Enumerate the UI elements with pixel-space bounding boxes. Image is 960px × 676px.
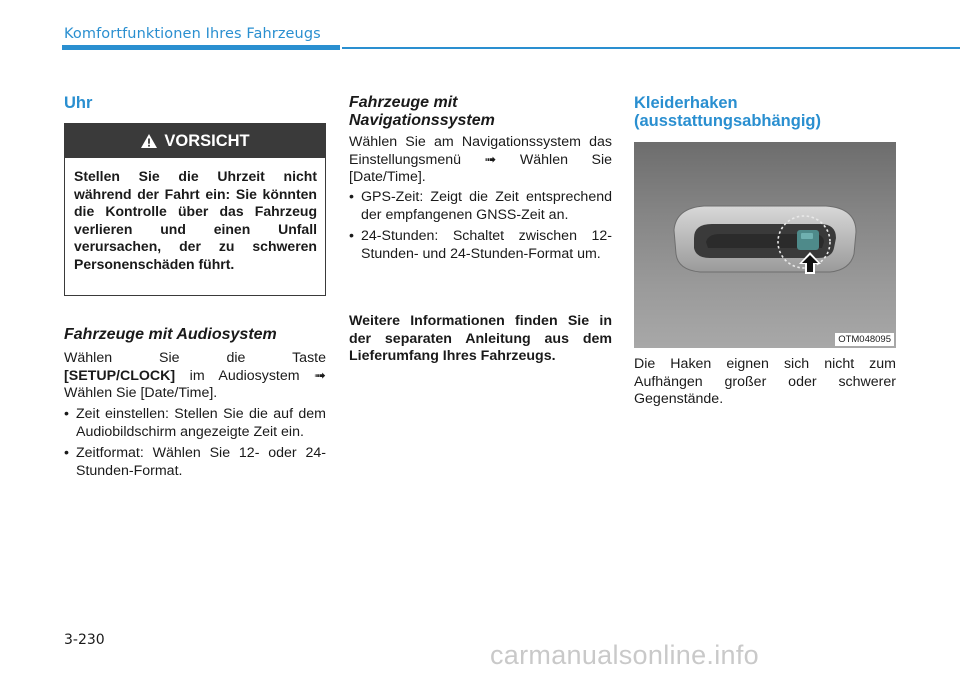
setup-clock-key: [SETUP/CLOCK] — [64, 367, 176, 384]
heading-kleiderhaken-line2: (ausstattungsabhängig) — [634, 112, 822, 130]
warning-triangle-icon — [140, 133, 158, 149]
image-code: OTM048095 — [835, 333, 894, 346]
page-number: 3-230 — [64, 632, 105, 648]
navigation-intro: Wählen Sie am Navigationssystem das Einstellungsmenü ➟ Wählen Sie [Date/Time]. — [349, 134, 612, 185]
heading-kleiderhaken-line1: Kleiderhaken — [634, 94, 738, 112]
audio-intro-line3: Wählen Sie [Date/Time]. — [64, 385, 218, 401]
subheading-navigation-line1: Fahrzeuge mit — [349, 94, 458, 111]
subheading-audio: Fahrzeuge mit Audiosystem — [64, 326, 277, 343]
subheading-navigation-line2: Navigationssystem — [349, 112, 495, 129]
heading-kleiderhaken — [634, 94, 896, 130]
list-item: • Zeitformat: Wählen Sie 12- oder 24-Stunden-Format. — [64, 445, 326, 480]
header-rule-thin — [342, 47, 960, 49]
coat-hook-photo — [634, 142, 896, 348]
warning-header — [65, 124, 325, 158]
list-item: • Zeit einstellen: Stellen Sie die auf dem Audiobildschirm angezeigte Zeit ein. — [64, 406, 326, 441]
audio-bullet-list — [64, 406, 326, 484]
warning-label: VORSICHT — [164, 131, 250, 150]
audio-intro — [64, 350, 326, 403]
navigation-note: Weitere Informationen finden Sie in der separaten Anleitung aus dem Lieferumfang Ihres Fahrzeugs. — [349, 313, 612, 364]
watermark: carmanualsonline.info — [490, 640, 759, 670]
heading-uhr: Uhr — [64, 94, 93, 112]
header-rule-thick — [62, 45, 340, 50]
subheading-navigation — [349, 94, 612, 130]
audio-intro-line2 — [64, 368, 326, 386]
warning-box — [64, 123, 326, 296]
warning-text: Stellen Sie die Uhrzeit nicht während der Fahrt ein: Sie könnten die Kontrolle über das Fahrzeug verlieren und einen Unfall verursachen, der zu schweren Personenschäden führt. — [74, 168, 317, 272]
audio-intro-line1: Wählen Sie die Taste — [64, 350, 326, 366]
coat-hook-illustration — [634, 142, 896, 348]
list-item: • 24-Stunden: Schaltet zwischen 12-Stunden- und 24-Stunden-Format um. — [349, 228, 612, 263]
coat-hook-text: Die Haken eignen sich nicht zum Aufhängen großer oder schwerer Gegenstände. — [634, 356, 896, 407]
navigation-bullet-list — [349, 189, 612, 267]
list-item: • GPS-Zeit: Zeigt die Zeit entsprechend der empfangenen GNSS-Zeit an. — [349, 189, 612, 224]
section-title: Komfortfunktionen Ihres Fahrzeugs — [64, 26, 321, 42]
audio-intro-arrow: im Audiosystem ➟ — [175, 367, 326, 384]
